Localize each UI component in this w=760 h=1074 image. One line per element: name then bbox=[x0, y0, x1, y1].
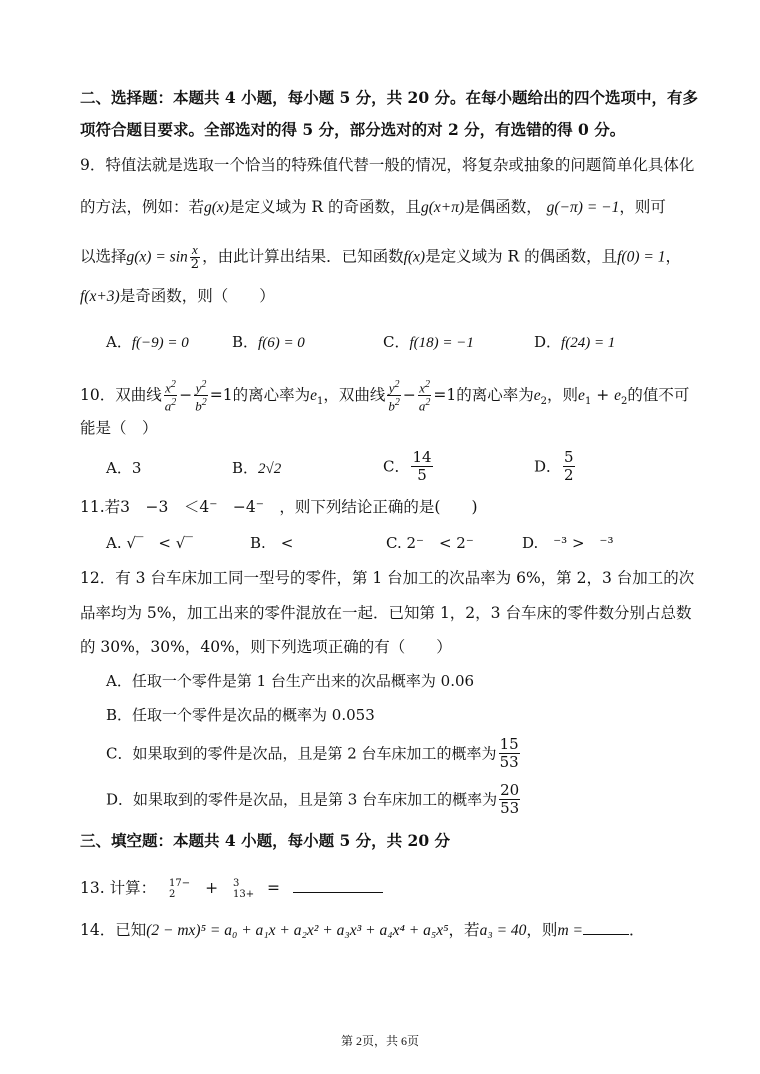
e1-symbol: e bbox=[310, 386, 317, 404]
q9-math: g(x+π) bbox=[421, 199, 465, 216]
q14-text: ，则 bbox=[526, 921, 558, 939]
q9-math: f(x) bbox=[403, 248, 426, 266]
q11-option-a: A. √‾ < √‾ bbox=[106, 534, 193, 552]
q10-text: 的值不可 bbox=[627, 385, 690, 404]
q13-label: 13. 计算： bbox=[80, 879, 157, 897]
hyperbola1-frac-x: $\frac{x^2}{a^2}$ bbox=[164, 379, 177, 414]
q11-option-d: D. ⁻³ > ⁻³ bbox=[522, 534, 614, 552]
q9-math: g(x) bbox=[204, 199, 229, 216]
q10-text: 的离心率为 bbox=[232, 385, 311, 404]
q12-line3: 的 30%，30%，40%，则下列选项正确的有（ ） bbox=[80, 638, 452, 656]
q14-label: 14．已知 bbox=[80, 921, 147, 939]
q9-text: 的方法，例如：若 bbox=[80, 198, 205, 216]
q9-text: 是定义域为 R 的偶函数，且 bbox=[425, 247, 618, 266]
e2-symbol: e bbox=[533, 386, 541, 404]
q12-option-b: B．任取一个零件是次品的概率为 0.053 bbox=[106, 706, 375, 724]
q10-line2: 能是（ ） bbox=[80, 419, 158, 437]
q9-line1: 9．特值法就是选取一个恰当的特殊值代替一般的情况，将复杂或抽象的问题简单化具体化 bbox=[80, 156, 695, 174]
q9-text: ，则可 bbox=[619, 198, 666, 216]
q10-text: ，双曲线 bbox=[323, 385, 386, 404]
q9-text: 是偶函数， bbox=[464, 198, 542, 216]
q9-text: 是奇函数，则（ ） bbox=[119, 287, 275, 305]
q14-m: m = bbox=[557, 922, 583, 939]
q14-text: ，若 bbox=[448, 921, 480, 939]
q9-text: ， bbox=[665, 247, 681, 266]
q14-period: ． bbox=[628, 921, 645, 939]
q13-answer-blank bbox=[293, 878, 383, 893]
q12-line2: 品率均为 5%，加工出来的零件混放在一起．已知第 1，2，3 台车床的零件数分别占总数 bbox=[80, 604, 692, 622]
q13-term2: 3 13+ bbox=[233, 878, 255, 900]
q9-option-c: C．f(18) = −1 bbox=[383, 333, 474, 351]
q14-expansion: (2 − mx)⁵ = a₀ + a₁x + a₂x² + a₃x³ + a₄x⁴ + a₅x⁵ bbox=[146, 922, 449, 939]
section2-heading-line2: 项符合题目要求。全部选对的得 5 分，部分选对的对 2 分，有选错的得 0 分。 bbox=[80, 120, 626, 139]
q11-option-c: C. 2⁻ < 2⁻ bbox=[386, 534, 474, 552]
q9-math: f(x+3) bbox=[80, 288, 120, 305]
q9-line4 bbox=[80, 286, 275, 307]
q12-option-a: A．任取一个零件是第 1 台生产出来的次品概率为 0.06 bbox=[106, 672, 475, 690]
q9-option-a: A．f(−9) = 0 bbox=[106, 333, 189, 351]
q13-term1: 17− 2 bbox=[169, 878, 191, 900]
q10-text: 10．双曲线 bbox=[80, 385, 162, 404]
q12-line1: 12．有 3 台车床加工同一型号的零件，第 1 台加工的次品率为 6%，第 2，3 台加工的次 bbox=[80, 569, 695, 587]
q9-text: 以选择 bbox=[80, 247, 127, 266]
page-footer: 第 2页，共 6页 bbox=[340, 1034, 419, 1048]
q10-option-c: C． $\frac{14}{5}$ bbox=[383, 448, 432, 484]
q9-math: f(0) = 1 bbox=[617, 248, 666, 266]
q9-fraction: $\frac{x}{2}$ bbox=[190, 242, 200, 272]
q10-option-b: B．2√2 bbox=[232, 459, 282, 477]
section2-heading-line1: 二、选择题：本题共 4 小题，每小题 5 分，共 20 分。在每小题给出的四个选项中，有多 bbox=[80, 88, 699, 107]
q13-equals: = bbox=[267, 879, 281, 897]
q13-line bbox=[80, 878, 383, 900]
section3-heading: 三、填空题：本题共 4 小题，每小题 5 分，共 20 分 bbox=[80, 831, 451, 850]
q9-line3 bbox=[80, 243, 681, 272]
q9-option-d: D．f(24) = 1 bbox=[534, 333, 616, 351]
q13-plus: + bbox=[205, 879, 219, 897]
q10-option-a: A．3 bbox=[106, 459, 142, 477]
e1-subscript: 1 bbox=[317, 395, 324, 407]
q14-condition: a₃ = 40 bbox=[479, 922, 527, 939]
q11-option-b: B. < bbox=[250, 534, 294, 552]
q9-option-b: B．f(6) = 0 bbox=[232, 333, 305, 351]
q14-line bbox=[80, 920, 644, 941]
q12-option-d: D．如果取到的零件是次品，且是第 3 台车床加工的概率为 $\frac{20}{53}$ bbox=[106, 781, 520, 817]
hyperbola2-frac-y: $\frac{y^2}{b^2}$ bbox=[388, 379, 400, 414]
q10-line1: 10．双曲线 $\frac{x^2}{a^2}$ − $\frac{y^2}{b^2}$ =1的离心率为$e_1$，双曲线 $\frac{y^2}{b^2}$ − $\frac{x^2}{a^2}$ =1的离心率为$e_2$，则$e_1 + e_2$的值不可 bbox=[80, 379, 690, 414]
q10-text: ，则 bbox=[547, 385, 579, 404]
q10-text: 的离心率为 bbox=[456, 385, 534, 404]
q11-line1: 11.若3 −3 ＜4⁻ −4⁻ ，则下列结论正确的是( ) bbox=[80, 498, 478, 516]
hyperbola1-frac-y: $\frac{y^2}{b^2}$ bbox=[195, 379, 207, 414]
q10-option-d: D． $\frac{5}{2}$ bbox=[534, 448, 574, 484]
q9-text: ，由此计算出结果．已知函数 bbox=[202, 247, 404, 266]
q9-math: g(−π) = −1 bbox=[546, 199, 620, 216]
q9-line2 bbox=[80, 197, 666, 218]
q9-math: g(x) = sin bbox=[126, 248, 188, 266]
e2-subscript: 2 bbox=[540, 395, 548, 407]
hyperbola2-frac-x: $\frac{x^2}{a^2}$ bbox=[418, 379, 431, 414]
q12-option-c: C．如果取到的零件是次品，且是第 2 台车床加工的概率为 $\frac{15}{53}$ bbox=[106, 735, 519, 771]
q14-answer-blank bbox=[583, 920, 629, 935]
q9-text: 是定义域为 R 的奇函数，且 bbox=[228, 198, 421, 216]
